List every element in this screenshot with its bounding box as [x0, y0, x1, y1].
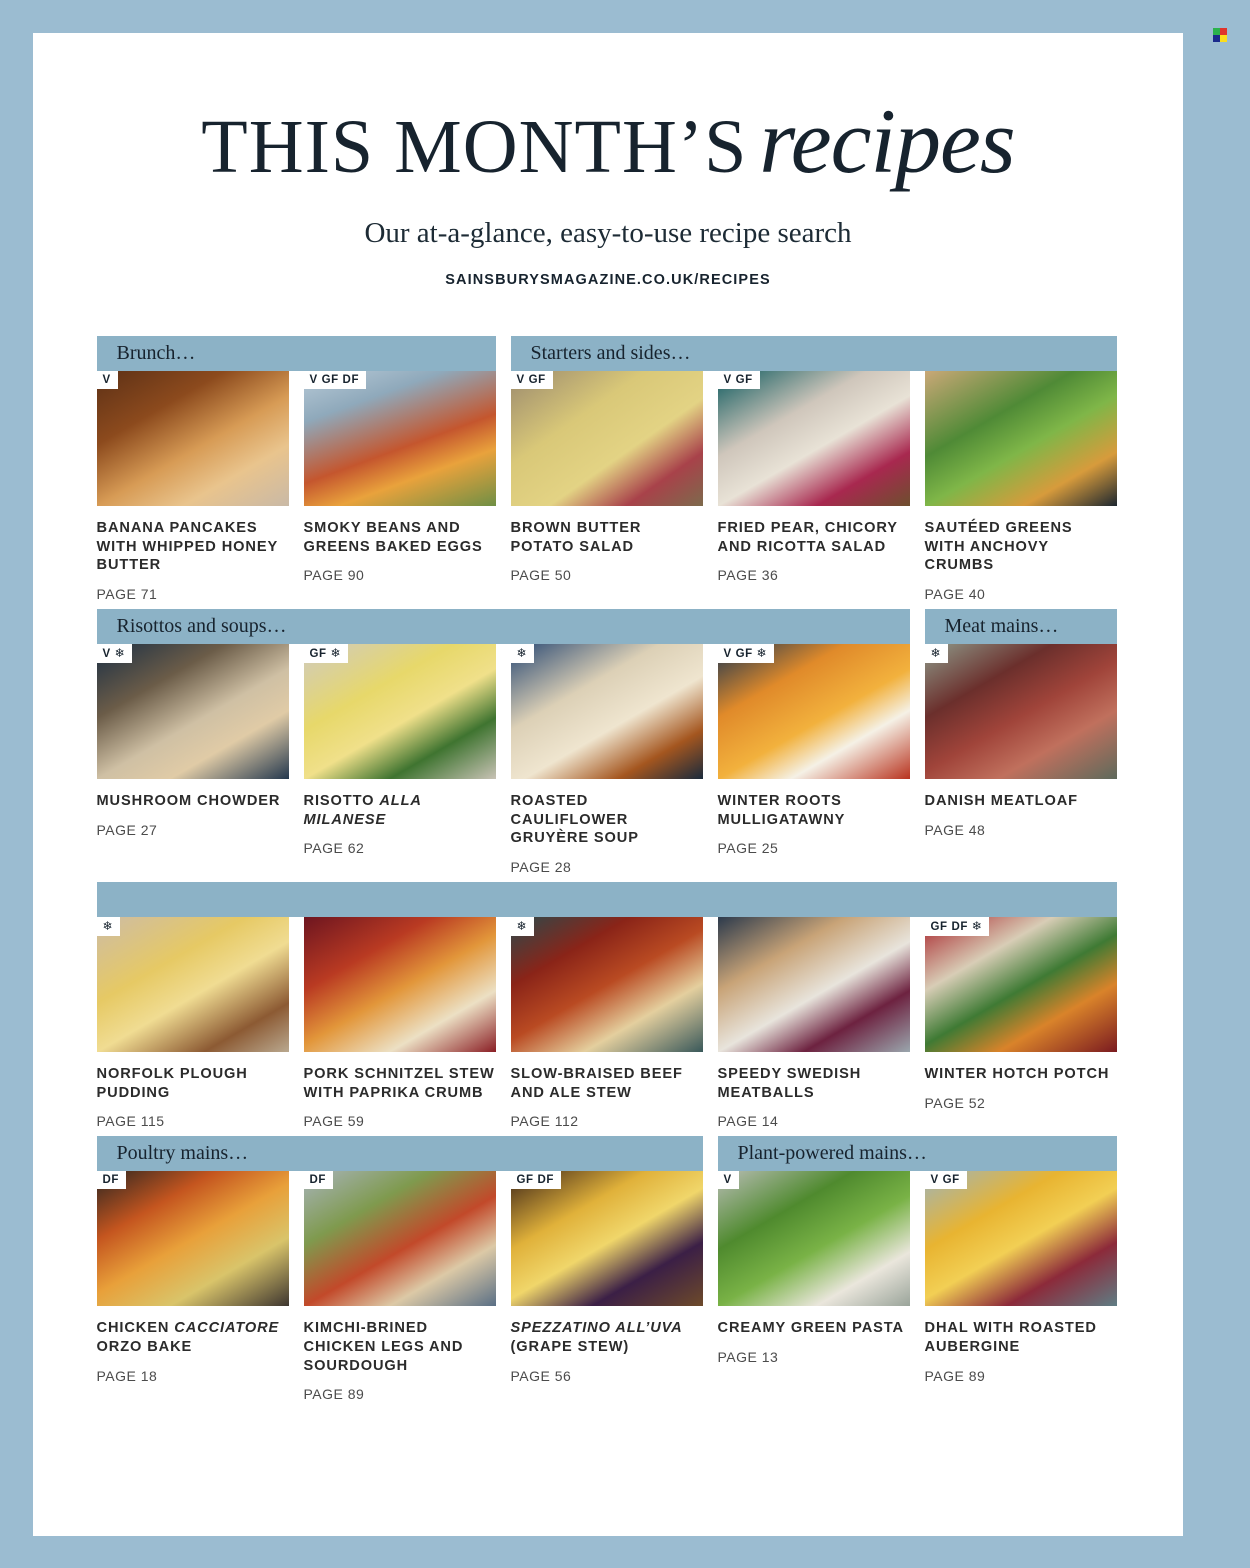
recipe-thumbnail[interactable]: [304, 644, 496, 779]
dietary-badge-v: V: [516, 374, 525, 386]
section-header-bar: [925, 609, 1117, 644]
dietary-badge-v: V: [930, 1174, 939, 1187]
recipe-card[interactable]: [511, 644, 703, 875]
recipe-card[interactable]: [925, 371, 1117, 602]
section-header-label: Meat mains…: [944, 615, 1059, 638]
recipe-photo: [925, 917, 1117, 1052]
section-header-label: Starters and sides…: [530, 342, 691, 364]
dietary-badge: [97, 371, 118, 389]
freezable-snowflake-icon: ❄: [516, 919, 528, 934]
section-header-label: Plant-powered mains…: [737, 1142, 927, 1165]
recipe-page-number: PAGE 25: [717, 840, 779, 857]
dietary-badge-v: V: [309, 374, 318, 386]
dietary-badge: [718, 644, 775, 663]
recipe-title: MUSHROOM CHOWDER: [96, 793, 281, 810]
recipe-photo: [97, 1171, 289, 1306]
section-header-bar: [511, 336, 1117, 371]
recipe-thumbnail[interactable]: [925, 917, 1117, 1052]
page-title: [33, 90, 1183, 192]
dietary-badge-df: DF: [951, 921, 968, 934]
dietary-badge-gf: GF: [930, 921, 948, 934]
recipe-photo: [97, 917, 289, 1052]
recipe-photo: [97, 644, 289, 779]
recipe-band: [97, 609, 1120, 875]
recipe-photo: [718, 1171, 910, 1306]
recipe-thumbnail[interactable]: [718, 917, 910, 1052]
recipe-photo: [718, 644, 910, 779]
recipe-card-row: [97, 1171, 1120, 1402]
dietary-badge-df: DF: [102, 1174, 120, 1187]
registration-colour-swatch: [1213, 28, 1227, 42]
recipe-card-row: [97, 644, 1120, 875]
recipe-title: SPEZZATINO ALL’UVA (GRAPE STEW): [510, 1320, 683, 1356]
recipe-page-number: PAGE 112: [510, 1113, 579, 1130]
recipe-title: ROASTED CAULIFLOWER GRUYÈRE SOUP: [510, 793, 639, 847]
recipe-thumbnail[interactable]: [304, 917, 496, 1052]
recipe-band: [97, 1136, 1120, 1402]
dietary-badge-v: V: [102, 374, 111, 386]
dietary-badge: [718, 371, 760, 389]
band-header-row: [97, 336, 1120, 371]
freezable-snowflake-icon: ❄: [971, 919, 983, 934]
dietary-badge-v: V: [723, 1174, 732, 1187]
recipe-photo: [718, 371, 910, 506]
recipe-title: SLOW-BRAISED BEEF AND ALE STEW: [510, 1066, 683, 1101]
recipe-page-number: PAGE 36: [717, 567, 779, 584]
recipe-band: [97, 336, 1120, 602]
recipe-title: PORK SCHNITZEL STEW WITH PAPRIKA CRUMB: [303, 1066, 495, 1101]
recipe-thumbnail[interactable]: [718, 1171, 910, 1306]
recipe-title: NORFOLK PLOUGH PUDDING: [96, 1066, 248, 1101]
dietary-badge: [718, 1171, 739, 1189]
dietary-badge-gf: GF: [735, 374, 753, 386]
section-header-bar: [97, 609, 910, 644]
dietary-badge-df: DF: [537, 1174, 554, 1187]
section-header-bar: [97, 336, 496, 371]
recipe-title: DHAL WITH ROASTED AUBERGINE: [924, 1320, 1097, 1356]
recipe-title: DANISH MEATLOAF: [924, 793, 1078, 810]
recipe-page-number: PAGE 48: [924, 821, 986, 838]
recipe-page-number: PAGE 89: [924, 1367, 986, 1384]
recipe-page-number: PAGE 40: [924, 586, 986, 603]
recipe-page-number: PAGE 50: [510, 567, 572, 584]
dietary-badge: [304, 644, 349, 663]
dietary-badge-gf: GF: [321, 374, 339, 386]
recipe-card[interactable]: [304, 644, 496, 875]
dietary-badge: [97, 1171, 127, 1189]
recipe-title: SMOKY BEANS AND GREENS BAKED EGGS: [303, 520, 483, 555]
recipe-card-row: [97, 917, 1120, 1129]
recipe-photo: [511, 917, 703, 1052]
dietary-badge-v: V: [723, 648, 732, 661]
recipe-card[interactable]: [304, 371, 496, 602]
recipe-thumbnail[interactable]: [718, 371, 910, 506]
section-header-bar: [97, 1136, 703, 1171]
recipe-thumbnail[interactable]: [304, 1171, 496, 1306]
recipe-page-number: PAGE 56: [510, 1367, 572, 1384]
dietary-badge-gf: GF: [942, 1174, 960, 1187]
page-title-italic: recipes: [759, 90, 1015, 192]
recipe-title: CHICKEN CACCIATORE ORZO BAKE: [96, 1320, 280, 1356]
recipe-page-number: PAGE 62: [303, 840, 365, 857]
recipe-title: BROWN BUTTER POTATO SALAD: [510, 520, 642, 555]
recipe-card[interactable]: [511, 917, 703, 1129]
recipe-photo: [511, 644, 703, 779]
section-header-label: Poultry mains…: [116, 1142, 249, 1165]
recipe-title: FRIED PEAR, CHICORY AND RICOTTA SALAD: [717, 520, 898, 555]
recipe-title: SPEEDY SWEDISH MEATBALLS: [717, 1066, 862, 1101]
recipe-title: KIMCHI-BRINED CHICKEN LEGS AND SOURDOUGH: [303, 1320, 464, 1374]
swatch-green: [1213, 28, 1220, 35]
dietary-badge: [511, 917, 535, 936]
recipe-thumbnail[interactable]: [718, 644, 910, 779]
recipe-card[interactable]: [718, 1171, 910, 1402]
dietary-badge-gf: GF: [516, 1174, 534, 1187]
band-header-row: [97, 1136, 1120, 1171]
recipe-card[interactable]: [304, 917, 496, 1129]
recipe-page-number: PAGE 28: [510, 859, 572, 876]
recipe-photo: [304, 371, 496, 506]
swatch-blue: [1213, 35, 1220, 42]
dietary-badge: [97, 917, 121, 936]
freezable-snowflake-icon: ❄: [516, 646, 528, 661]
recipe-thumbnail[interactable]: [97, 644, 289, 779]
recipe-card[interactable]: [925, 644, 1117, 875]
page-title-roman: THIS MONTH’S: [201, 105, 748, 189]
swatch-yellow: [1220, 35, 1227, 42]
recipe-photo: [304, 1171, 496, 1306]
dietary-badge: [511, 371, 553, 389]
recipe-card[interactable]: [925, 917, 1117, 1129]
recipe-photo: [97, 371, 289, 506]
recipe-thumbnail[interactable]: [97, 371, 289, 506]
recipe-thumbnail[interactable]: [511, 644, 703, 779]
freezable-snowflake-icon: ❄: [330, 646, 342, 661]
recipe-photo: [925, 644, 1117, 779]
dietary-badge: [97, 644, 133, 663]
dietary-badge: [304, 371, 367, 389]
recipe-page-number: PAGE 14: [717, 1113, 779, 1130]
dietary-badge: [304, 1171, 334, 1189]
recipe-thumbnail[interactable]: [97, 917, 289, 1052]
recipe-grid: [97, 336, 1120, 1402]
section-header-bar-empty: [97, 882, 1117, 917]
recipe-card[interactable]: [718, 371, 910, 602]
masthead: [33, 33, 1183, 288]
recipe-page-number: PAGE 18: [96, 1367, 158, 1384]
recipe-page-number: PAGE 89: [303, 1386, 365, 1403]
recipe-thumbnail[interactable]: [511, 917, 703, 1052]
section-header-label: Brunch…: [116, 342, 196, 364]
recipe-title: WINTER ROOTS MULLIGATAWNY: [717, 793, 846, 828]
recipe-thumbnail[interactable]: [511, 1171, 703, 1306]
recipe-title: BANANA PANCAKES WITH WHIPPED HONEY BUTTER: [96, 520, 278, 574]
dietary-badge: [925, 917, 990, 936]
recipe-card[interactable]: [97, 644, 289, 875]
recipe-card[interactable]: [97, 1171, 289, 1402]
page-subtitle: Our at-a-glance, easy-to-use recipe search: [364, 217, 852, 249]
recipe-thumbnail[interactable]: [304, 371, 496, 506]
recipe-page-number: PAGE 71: [96, 586, 158, 603]
recipe-band: [97, 882, 1120, 1129]
recipe-photo: [511, 371, 703, 506]
dietary-badge-df: DF: [309, 1174, 327, 1187]
recipe-page-number: PAGE 13: [717, 1349, 779, 1366]
band-header-row: [97, 882, 1120, 917]
recipe-photo: [925, 371, 1117, 506]
recipe-photo: [925, 1171, 1117, 1306]
dietary-badge-v: V: [102, 648, 111, 661]
magazine-page: [33, 33, 1183, 1536]
recipe-card[interactable]: [718, 917, 910, 1129]
recipe-photo: [304, 644, 496, 779]
section-header-label: Risottos and soups…: [116, 615, 287, 638]
recipe-card[interactable]: [511, 1171, 703, 1402]
recipe-page-number: PAGE 90: [303, 567, 365, 584]
freezable-snowflake-icon: ❄: [114, 646, 126, 661]
dietary-badge: [925, 644, 949, 663]
freezable-snowflake-icon: ❄: [930, 646, 942, 661]
recipe-photo: [304, 917, 496, 1052]
recipe-card-row: [97, 371, 1120, 602]
dietary-badge: [511, 1171, 562, 1189]
recipe-photo: [718, 917, 910, 1052]
section-header-bar: [718, 1136, 1117, 1171]
recipe-title: RISOTTO ALLA MILANESE: [303, 793, 422, 828]
recipe-card[interactable]: [97, 371, 289, 602]
recipe-page-number: PAGE 115: [96, 1113, 165, 1130]
recipe-title: SAUTÉED GREENS WITH ANCHOVY CRUMBS: [924, 520, 1073, 574]
freezable-snowflake-icon: ❄: [102, 919, 114, 934]
dietary-badge-df: DF: [342, 374, 360, 386]
recipe-page-number: PAGE 59: [303, 1113, 365, 1130]
dietary-badge-gf: GF: [309, 648, 327, 661]
recipe-page-number: PAGE 52: [924, 1094, 986, 1111]
recipe-page-number: PAGE 27: [96, 821, 158, 838]
freezable-snowflake-icon: ❄: [756, 646, 768, 661]
website-url[interactable]: SAINSBURYSMAGAZINE.CO.UK/RECIPES: [445, 272, 771, 288]
recipe-card[interactable]: [718, 644, 910, 875]
recipe-card[interactable]: [925, 1171, 1117, 1402]
recipe-card[interactable]: [304, 1171, 496, 1402]
recipe-thumbnail[interactable]: [925, 1171, 1117, 1306]
dietary-badge: [511, 644, 535, 663]
dietary-badge-v: V: [723, 374, 732, 386]
dietary-badge-gf: GF: [735, 648, 753, 661]
band-header-row: [97, 609, 1120, 644]
recipe-title: WINTER HOTCH POTCH: [924, 1066, 1110, 1083]
recipe-thumbnail[interactable]: [97, 1171, 289, 1306]
dietary-badge-gf: GF: [528, 374, 546, 386]
recipe-photo: [511, 1171, 703, 1306]
recipe-thumbnail[interactable]: [925, 371, 1117, 506]
recipe-thumbnail[interactable]: [925, 644, 1117, 779]
dietary-badge: [925, 1171, 967, 1189]
recipe-title: CREAMY GREEN PASTA: [717, 1320, 904, 1337]
recipe-card[interactable]: [97, 917, 289, 1129]
swatch-red: [1220, 28, 1227, 35]
recipe-thumbnail[interactable]: [511, 371, 703, 506]
recipe-card[interactable]: [511, 371, 703, 602]
